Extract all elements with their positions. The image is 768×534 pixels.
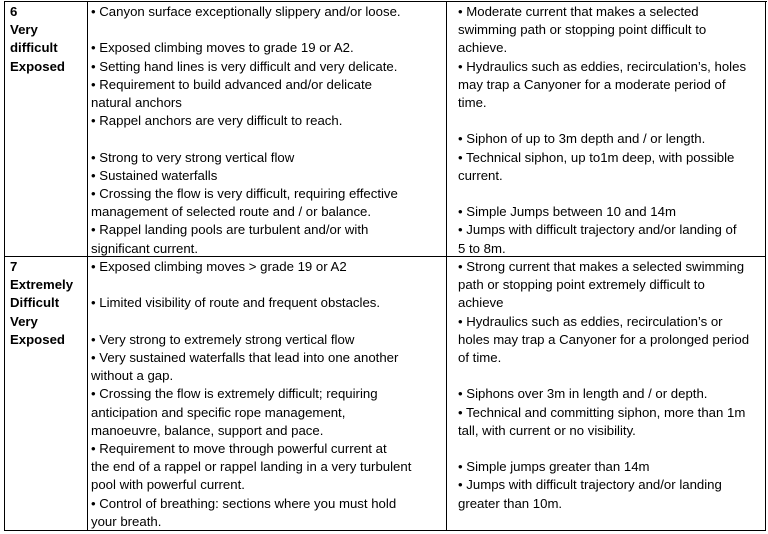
text-line: • Simple Jumps between 10 and 14m [458, 204, 676, 220]
text-line: • Siphons over 3m in length and / or depth. [458, 386, 708, 402]
text-line: • Siphon of up to 3m depth and / or length. [458, 131, 706, 147]
text-line: holes may trap a Canyoner for a prolonged period [458, 331, 750, 347]
spacer [91, 21, 442, 39]
text-line: time. [458, 95, 487, 111]
text-line: • Crossing the flow is extremely difficult; requiring [91, 386, 378, 402]
text-line: • Rappel landing pools are turbulent and/or with [91, 222, 369, 238]
spacer [458, 440, 761, 458]
text-line: your breath. [91, 513, 162, 529]
text-line: • Requirement to build advanced and/or delicate [91, 76, 373, 92]
spacer [458, 367, 761, 385]
spacer [91, 313, 442, 331]
text-line: of time. [458, 350, 502, 366]
text-line: • Sustained waterfalls [91, 167, 218, 183]
text-line: • Jumps with difficult trajectory and/or landing of [458, 222, 737, 238]
level-label-line: Difficult [10, 295, 60, 311]
text-line: may trap a Canyoner for a moderate period of [458, 76, 726, 92]
level-label-line: difficult [10, 40, 58, 56]
text-line: • Rappel anchors are very difficult to reach. [91, 113, 343, 129]
level-cell-6 [5, 2, 88, 257]
text-line: • Jumps with difficult trajectory and/or landing [458, 477, 722, 493]
text-line: • Exposed climbing moves to grade 19 or A2. [91, 40, 354, 56]
text-line: achieve [458, 295, 504, 311]
text-line: • Technical siphon, up to1m deep, with possible [458, 149, 735, 165]
text-line: • Limited visibility of route and frequent obstacles. [91, 295, 381, 311]
text-line: current. [458, 167, 503, 183]
water-cell-6 [447, 2, 766, 257]
text-line: greater than 10m. [458, 495, 563, 511]
text-line: pool with powerful current. [91, 477, 245, 493]
text-line: natural anchors [91, 95, 182, 110]
text-line: • Very sustained waterfalls that lead into one another [91, 349, 399, 365]
text-line: • Hydraulics such as eddies, recirculation’s or [458, 313, 723, 329]
text-line: • Hydraulics such as eddies, recirculation’s, holes [458, 58, 747, 74]
difficulty-table [4, 1, 767, 531]
text-line: significant current. [91, 240, 199, 256]
text-line: management of selected route and / or balance. [91, 204, 372, 220]
spacer [458, 185, 761, 203]
text-line: • Technical and committing siphon, more than 1m [458, 404, 746, 420]
text-line: • Strong to very strong vertical flow [91, 149, 295, 165]
text-line: • Very strong to extremely strong vertical flow [91, 331, 355, 347]
text-line: • Simple jumps greater than 14m [458, 459, 650, 475]
level-label-line: Very [10, 313, 38, 329]
text-line: 5 to 8m. [458, 240, 506, 256]
level-label-line: Exposed [10, 58, 65, 74]
text-line: • Canyon surface exceptionally slippery and/or loose. [91, 4, 401, 19]
level-cell-7 [5, 257, 88, 531]
text-line: tall, with current or no visibility. [458, 422, 636, 438]
text-line: achieve. [458, 40, 508, 56]
text-line: • Crossing the flow is very difficult, requiring effective [91, 186, 398, 201]
level-label-line: Very [10, 22, 38, 38]
text-line: • Control of breathing: sections where you must hold [91, 495, 397, 511]
text-line: swimming path or stopping point difficult to [458, 22, 707, 38]
text-line: the end of a rappel or rappel landing in a very turbulent [91, 459, 412, 475]
text-line: without a gap. [91, 368, 174, 384]
spacer [458, 112, 761, 130]
text-line: anticipation and specific rope management, [91, 404, 346, 420]
water-cell-7 [447, 257, 766, 531]
terrain-cell-7 [88, 257, 447, 531]
text-line: • Setting hand lines is very difficult and very delicate. [91, 58, 398, 74]
text-line: • Requirement to move through powerful current at [91, 441, 387, 456]
level-label-line: Exposed [10, 331, 65, 347]
text-line: • Strong current that makes a selected swimming [458, 259, 745, 274]
text-line: path or stopping point extremely difficult to [458, 277, 705, 293]
text-line: • Moderate current that makes a selected [458, 4, 699, 19]
text-line: • Exposed climbing moves > grade 19 or A2 [91, 259, 347, 274]
level-number: 6 [10, 4, 18, 19]
spacer [91, 130, 442, 148]
terrain-cell-6 [88, 2, 447, 257]
text-line: manoeuvre, balance, support and pace. [91, 422, 324, 438]
level-label-line: Extremely [10, 277, 74, 293]
level-number: 7 [10, 259, 18, 274]
spacer [91, 276, 442, 294]
